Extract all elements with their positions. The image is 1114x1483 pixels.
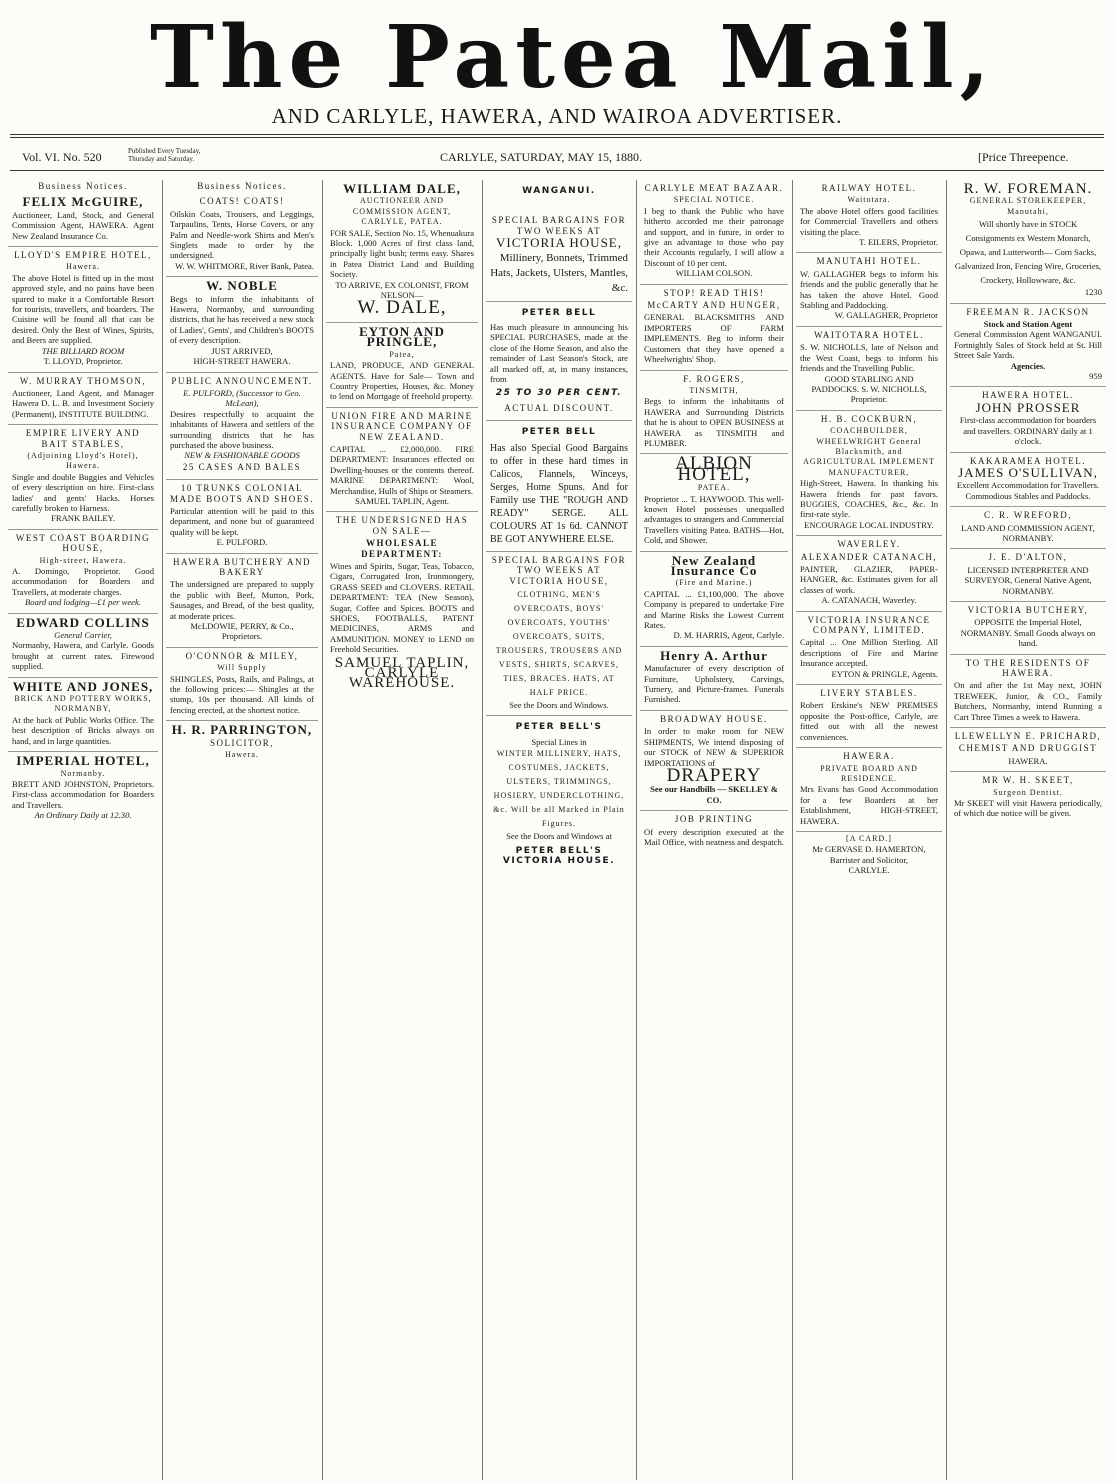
ad-block (166, 721, 318, 765)
column-5 (640, 180, 788, 1480)
ad-block (8, 678, 158, 752)
ad-block (8, 425, 158, 530)
volume-number: Vol. VI. No. 520 (22, 150, 102, 164)
ad-body: In order to make room for NEW SHIPMENTS, We intend disposing of our STOCK of NEW & SUPERIOR IMPORTATIONS of (644, 726, 784, 768)
column-label: Business Notices. (197, 181, 287, 191)
ad-heading: WAVERLEY. (837, 539, 901, 550)
ad-signature: PETER BELL'S VICTORIA HOUSE. (502, 845, 616, 866)
ad-body: LICENSED INTERPRETER AND SURVEYOR, General Native Agent, NORMANBY. (964, 564, 1092, 596)
ad-body: GENERAL BLACKSMITHS AND IMPORTERS OF FARM IMPLEMENTS. Beg to inform their Customers that they have opened a Wheelwrights' Shop. (644, 312, 784, 365)
ad-heading: VICTORIA BUTCHERY, (967, 604, 1089, 615)
column-divider (322, 180, 323, 1480)
ad-body: WINTER MILLINERY, HATS, COSTUMES, JACKETS, ULSTERS, TRIMMINGS, HOSIERY, UNDERCLOTHING, &c. Will be all Marked in Plain Figures. (493, 749, 625, 829)
ad-heading: PETER BELL (521, 427, 597, 438)
ad-heading: BROADWAY HOUSE. (660, 713, 768, 724)
ad-block (950, 772, 1106, 824)
ad-body: Hawera. (225, 750, 259, 760)
ad-block (166, 554, 318, 648)
ad-body: Begs to inform the inhabitants of HAWERA and Surrounding Districts that he is about to OPEN BUSINESS at HAWERA as TINSMITH and PLUMBER. (644, 396, 784, 448)
ad-block (640, 180, 788, 285)
ad-signature: A. CATANACH, Waverley. (821, 595, 917, 606)
ad-body: Manufacturer of every description of Furniture, Upholstery, Carvings, Turnery, and Picture-frames. Funerals Furnished. (644, 663, 784, 705)
dateline-rule (10, 170, 1104, 171)
ad-heading: FREEMAN R. JACKSON (966, 306, 1090, 317)
ad-body: I beg to thank the Public who have hitherto accorded me their patronage and support, and in future, in order to give an advantage to those who pay their Accounts regularly, I will allow a Discount of 10 per cent. (644, 205, 784, 268)
ad-heading: TO THE RESIDENTS OF HAWERA. (965, 657, 1091, 678)
publication-schedule (128, 147, 200, 163)
ad-body: SHINGLES, Posts, Rails, and Palings, at the following prices:— Shingles at the stump, 10s per thousand. All kinds of fencing erected, at the shortest notice. (170, 673, 314, 715)
column-4 (486, 180, 632, 1480)
ad-block (8, 373, 158, 426)
ad-block (796, 327, 942, 411)
issue-price: [Price Threepence. (978, 150, 1069, 164)
ad-signature: ACTUAL DISCOUNT. (504, 402, 614, 413)
ad-body: FOR SALE, Section No. 15, Whenuakura Block. 1,000 Acres of first class land, principally light bush; terms easy. Shares in Patea District Land and Building Society. (330, 227, 475, 280)
ad-block (796, 612, 942, 685)
ad-heading: F. ROGERS, (683, 373, 745, 384)
ad-block (640, 811, 788, 852)
published-line-2: Thursday and Saturday. (128, 155, 195, 163)
ad-body: General Commission Agent WANGANUI. Fortnightly Sales of Stock held at St. Hill Street Sale Yards. (954, 329, 1102, 361)
ad-heading: C. R. WREFORD, (983, 510, 1073, 521)
ad-signature: D. M. HARRIS, Agent, Carlyle. (673, 630, 784, 641)
ad-heading: CARLYLE MEAT BAZAAR. (644, 183, 784, 193)
ad-body: Capital ... One Million Sterling. All descriptions of Fire and Marine Insurance accepted. (800, 637, 938, 669)
ad-subheading: AUCTIONEER AND COMMISSION AGENT, CARLYLE, PATEA. (352, 196, 452, 227)
ad-signature: ENCOURAGE LOCAL INDUSTRY. (804, 519, 934, 530)
ad-body: CAPITAL ... £1,100,000. The above Company is prepared to undertake Fire and Marine Risks the Lowest Current Rates. (644, 588, 784, 631)
ad-heading: LIVERY STABLES. (820, 688, 918, 699)
ad-block (950, 507, 1106, 549)
ad-body: Particular attention will be paid to this department, and none but of guaranteed quality will be kept. (170, 505, 314, 537)
column-7 (950, 180, 1106, 1480)
ad-heading: MANUTAHI HOTEL. (816, 256, 922, 267)
ad-note: Board and lodging—£1 per week. (25, 597, 141, 608)
newspaper-title: The Patea Mail, (150, 7, 996, 108)
ad-block (640, 552, 788, 647)
ad-heading: COATS! COATS! (199, 196, 285, 207)
ad-block (8, 614, 158, 678)
ad-block (796, 685, 942, 748)
ad-signature: SAMUEL TAPLIN, CARLYLE WAREHOUSE. (334, 654, 470, 692)
ad-heading: WHITE AND JONES, (12, 678, 154, 694)
ad-body: Single and double Buggies and Vehicles of every description on hire. First-class ladies' and gents' Hacks. Horses carefully broken to Harness. (12, 471, 154, 513)
ad-heading: J. E. D'ALTON, (988, 552, 1068, 563)
ad-block (486, 180, 632, 302)
ad-body: Desires respectfully to acquaint the inhabitants of Hawera and settlers of the surrounding districts that he has purchased the above business. (170, 408, 314, 450)
ad-signature: See the Doors and Windows. (509, 699, 609, 710)
ad-heading: Henry A. Arthur (660, 647, 768, 663)
ad-block (8, 193, 158, 247)
ad-heading: EDWARD COLLINS (16, 614, 150, 630)
ad-body: At the back of Public Works Office. The best description of Bricks always on hand, and in large quantities. (12, 714, 154, 746)
ad-body: Begs to inform the inhabitants of Hawera, Normanby, and surrounding districts, that he has received a new stock of Ladies', Gents', and Children's BOOTS of every description. (170, 293, 314, 346)
ad-subheading: TINSMITH, (689, 385, 739, 395)
ad-heading: PUBLIC ANNOUNCEMENT. (171, 375, 313, 386)
ad-signature: EYTON & PRINGLE, Agents. (831, 668, 938, 679)
ad-subheading: High-street, Hawera. (39, 555, 127, 565)
ad-note: NEW & FASHIONABLE GOODS (184, 450, 300, 461)
ad-block (796, 748, 942, 832)
ad-signature: See our Handbills — SKELLEY & CO. (650, 784, 778, 805)
ad-subheading: McCARTY AND HUNGER, (647, 300, 781, 311)
ad-signature: GOOD STABLING AND PADDOCKS. S. W. NICHOLLS, Proprietor. (811, 373, 927, 405)
ad-subheading: Waitotara. (847, 195, 891, 205)
ad-subheading: General Carrier, (54, 630, 112, 641)
column-3 (326, 180, 478, 1480)
ad-block (8, 752, 158, 825)
ad-body: Proprietor ... T. HAYWOOD. This well-known Hotel possesses unequalled advantages to strangers and Commercial Travellers visiting Patea. BATHS—Hot, Cold, and Shower. (644, 493, 784, 546)
column-divider (482, 180, 483, 1480)
ad-note: JUST ARRIVED, (211, 345, 273, 356)
ad-subheading: PRIVATE BOARD AND RESIDENCE. (820, 763, 918, 783)
ad-signature: W. GALLAGHER, Proprietor (834, 310, 938, 321)
ad-body: Wines and Spirits, Sugar, Teas, Tobacco, Cigars, Corrugated Iron, Ironmongery, GRASS SEED and CLOVERS. RETAIL DEPARTMENT: TEA (New Season), Sugar, Coffee and Spices. BOOTS and SHOES, FOOTBALLS, PATENT MEDICINES, ARMS and AMMUNITION. MONEY to LEND on Freehold Securities. (330, 561, 474, 655)
ad-heading: UNION FIRE AND MARINE INSURANCE COMPANY OF NEW ZEALAND. (331, 410, 473, 442)
ad-body: A. Domingo, Proprietor. Good accommodation for Boarders and Travellers, at moderate charges. (12, 566, 154, 597)
ad-note: Agencies. (1010, 360, 1046, 371)
issue-date: CARLYLE, SATURDAY, MAY 15, 1880. (440, 150, 642, 164)
ad-block (326, 408, 478, 513)
column-6 (796, 180, 942, 1480)
ad-signature: T. LLOYD, Proprietor. (43, 356, 123, 367)
ad-heading: EMPIRE LIVERY AND BAIT STABLES, (25, 428, 141, 449)
ad-subheading: ALEXANDER CATANACH, (800, 551, 938, 562)
ad-block (950, 602, 1106, 655)
ad-heading: WANGANUI. (522, 186, 596, 196)
ad-heading: 10 TRUNKS COLONIAL MADE BOOTS AND SHOES. (170, 483, 315, 504)
ad-heading: WAITOTARA HOTEL. (813, 329, 925, 340)
ad-block (640, 711, 788, 811)
ad-heading: LLEWELLYN E. PRICHARD, (954, 731, 1102, 742)
ad-heading: HAWERA. (843, 751, 895, 762)
ad-block (950, 655, 1106, 728)
ad-subheading: CHEMIST AND DRUGGIST (958, 743, 1098, 754)
ad-subheading: Will Supply (217, 663, 267, 673)
ad-body: CLOTHING, MEN'S OVERCOATS, BOYS' OVERCOATS, YOUTHS' OVERCOATS, SUITS, TROUSERS, TROUSERS AND VESTS, SHIRTS, SCARVES, TIES, BRACES. HATS, AT HALF PRICE. (495, 589, 623, 697)
ad-heading: HAWERA BUTCHERY AND BAKERY (173, 556, 311, 577)
ad-note: DRAPERY (666, 764, 762, 786)
ad-block (166, 648, 318, 721)
ad-heading: RAILWAY HOTEL. (821, 183, 917, 193)
ad-heading: H. R. PARRINGTON, (171, 722, 313, 738)
ad-note: See the Doors and Windows at (506, 831, 612, 842)
ad-body: The undersigned are prepared to supply the public with Beef, Mutton, Pork, Sausages, and Bread, of the best quality, at moderate prices. (170, 579, 314, 621)
ad-body: High-Street, Hawera. In thanking his Hawera friends for past favors. BUGGIES, COACHES, &c., &c. In first-rate style. (800, 478, 938, 520)
ad-signature: 1230 (1084, 287, 1102, 298)
ad-block (326, 512, 478, 697)
ad-subheading: PATEA. (697, 483, 731, 493)
ad-subheading: (Fire and Marine.) (675, 578, 753, 588)
ad-signature: CARLYLE. (848, 865, 890, 876)
ad-subheading: GENERAL STOREKEEPER, Manutahi, (969, 196, 1087, 216)
ad-signature: FRANK BAILEY. (51, 513, 115, 524)
column-divider (792, 180, 793, 1480)
newspaper-subtitle: AND CARLYLE, HAWERA, AND WAIROA ADVERTISER. (271, 104, 843, 128)
ad-signature: T. EILERS, Proprietor. (859, 237, 938, 248)
advertisement-columns (8, 180, 1108, 1480)
ad-block (486, 552, 632, 717)
ad-block (950, 304, 1106, 388)
ad-note: THE BILLIARD ROOM (41, 345, 125, 356)
ad-heading: THE UNDERSIGNED HAS ON SALE— (335, 515, 469, 536)
ad-body: BRETT AND JOHNSTON, Proprietors. First-class accommodation for Boarders and Travellers. (12, 778, 154, 810)
ad-heading: PETER BELL'S (515, 722, 603, 733)
ad-signature: SAMUEL TAPLIN, Agent. (355, 495, 449, 506)
ad-signature: Millinery, Bonnets, Trimmed Hats, Jackets, Ulsters, Mantles, &c. (490, 251, 628, 294)
ad-note: An Ordinary Daily at 12.30. (34, 810, 132, 821)
ad-block (486, 302, 632, 422)
ad-block (796, 180, 942, 253)
ad-heading: W. NOBLE (206, 278, 278, 294)
ad-heading: JOB PRINTING (674, 814, 754, 825)
ad-body: First-class accommodation for boarders and travellers. ORDINARY daily at 1 o'clock. (959, 415, 1097, 447)
ad-signature: McLDOWIE, PERRY, & Co., Proprietors. (190, 621, 294, 642)
ad-block (950, 387, 1106, 452)
ad-subheading: WHOLESALE DEPARTMENT: (361, 538, 443, 559)
ad-signature: 25 CASES AND BALES (182, 461, 302, 472)
ad-block (950, 180, 1106, 304)
ad-block (950, 549, 1106, 602)
ad-body: Mrs Evans has Good Accommodation for a few Boarders at her Establishment, HIGH-STREET, HAWERA. (800, 784, 938, 826)
ad-body: Oilskin Coats, Trousers, and Leggings, Tarpaulins, Tents, Horse Covers, or any Palm and Needle-work Shirts and Men's Singlets made to order by the undersigned. (170, 208, 314, 261)
ad-heading: WILLIAM DALE, (343, 181, 461, 196)
ad-block (166, 480, 318, 553)
ad-heading: O'CONNOR & MILEY, (185, 650, 299, 661)
ad-heading: WEST COAST BOARDING HOUSE, (15, 532, 151, 554)
ad-subheading: Special Lines in (531, 736, 587, 747)
ad-heading: New Zealand Insurance Co (670, 552, 758, 578)
ad-body: CAPITAL ... £2,000,000. FIRE DEPARTMENT: Insurances effected on Dwelling-houses or the contents thereof. MARINE DEPARTMENT: Wool, Merchandise, Hulls of Ships or Steamers. (330, 443, 474, 496)
ad-subheading: JOHN PROSSER (975, 399, 1081, 415)
ad-body: Normanby, Hawera, and Carlyle. Goods brought at current rates. Firewood supplied. (12, 640, 154, 672)
ad-body: On and after the 1st May next, JOHN TREWEEK, Junior, & CO., Family Butchers, Normanby, intend Running a Cart Three Times a week to Hawera. (954, 680, 1102, 722)
ad-subheading: BRICK AND POTTERY WORKS, NORMANBY, (14, 694, 152, 714)
ad-subheading: Stock and Station Agent (983, 319, 1073, 330)
ad-body: Robert Erskine's NEW PREMISES opposite the Post-office, Carlyle, are fitted out with all the newest conveniences. (800, 700, 938, 742)
ad-subheading: COACHBUILDER, WHEELWRIGHT General Blacksmith, and AGRICULTURAL IMPLEMENT MANUFACTURER, (803, 426, 935, 477)
ad-heading: EYTON AND PRINGLE, (359, 323, 445, 350)
ad-subheading: E. PULFORD, (Successor to Geo. McLean), (183, 387, 301, 409)
ad-block (796, 253, 942, 326)
ad-block (326, 180, 478, 323)
ad-signature: 959 (1089, 371, 1102, 382)
ad-block (486, 421, 632, 551)
ad-block (950, 728, 1106, 772)
ad-body: Mr SKEET will visit Hawera periodically, of which due notice will be given. (954, 798, 1102, 819)
ad-block (640, 285, 788, 371)
column-1 (8, 180, 158, 1480)
ad-block (166, 193, 318, 277)
ad-heading: MR W. H. SKEET, (982, 775, 1074, 786)
ad-block (796, 411, 942, 536)
ad-signature: E. PULFORD. (216, 537, 268, 548)
ad-body: LAND, PRODUCE, AND GENERAL AGENTS. Have for Sale— Town and Country Properties, Houses, &c. Money to lend on Mortgage of freehold property. (330, 360, 474, 402)
column-2 (166, 180, 318, 1480)
column-divider (162, 180, 163, 1480)
masthead-rule (10, 134, 1104, 135)
ad-body: HAWERA. (1008, 755, 1048, 766)
ad-body: LAND AND COMMISSION AGENT, NORMANBY. (961, 522, 1095, 543)
ad-body: The above Hotel offers good facilities for Commercial Travellers and others visiting the place. (800, 205, 938, 237)
masthead (0, 0, 1114, 140)
ad-heading: KAKARAMEA HOTEL. (970, 455, 1086, 466)
ad-block (8, 247, 158, 372)
ad-heading: VICTORIA INSURANCE COMPANY, LIMITED. (807, 614, 931, 636)
column-label: Business Notices. (38, 181, 128, 191)
ad-block (486, 716, 632, 875)
ad-heading: LLOYD'S EMPIRE HOTEL, (14, 250, 152, 261)
ad-body: Of every description executed at the Mail Office, with neatness and despatch. (644, 826, 784, 847)
ad-signature: HIGH-STREET HAWERA. (193, 356, 291, 367)
ad-body: Has also Special Good Bargains to offer in these hard times in Calicos, Flannels, Winceys, Serges, Home Spuns. And for Family use THE "ROUGH AND READY" SERGE. ALL COLOURS AT 1s 6d. CANNOT BE GOT ANYWHERE ELSE. (490, 442, 628, 545)
ad-signature: W. W. WHITMORE, River Bank, Patea. (175, 260, 314, 271)
ad-body: Has much pleasure in announcing his SPECIAL PURCHASES, made at the close of the Home Season, and also the remainder of Last Season's Stock, are all marked off, at, in many instances, from (490, 322, 628, 385)
column-divider (946, 180, 947, 1480)
ad-heading: PETER BELL (521, 307, 597, 318)
ad-block (166, 277, 318, 372)
ad-subheading: Hawera. (66, 262, 100, 272)
ad-body: The above Hotel is fitted up in the most approved style, and no pains have been spared to make it a Comfortable Resort for tourists, travellers, and boarders. The Cuisine will be found all that can be desired. Only the Best of Wines, Spirits, and Beers are supplied. (12, 272, 154, 346)
ad-block (8, 530, 158, 614)
ad-body: PAINTER, GLAZIER, PAPER-HANGER, &c. Estimates given for all classes of work. (800, 564, 938, 595)
ad-body: SPECIAL BARGAINS FOR TWO WEEKS AT (491, 215, 627, 236)
ad-subheading: (Adjoining Lloyd's Hotel), Hawera. (27, 450, 139, 471)
ad-body: OPPOSITE the Imperial Hotel, NORMANBY. Small Goods always on hand. (960, 617, 1096, 649)
ad-block (166, 373, 318, 481)
ad-heading: STOP! READ THIS! (663, 287, 765, 298)
ad-body: Auctioneer, Land, Stock, and General Commission Agent, HAWERA. Agent New Zealand Insurance Co. (12, 209, 154, 241)
ad-heading: IMPERIAL HOTEL, (16, 753, 150, 769)
ad-block (640, 647, 788, 711)
ad-heading: HAWERA HOTEL. (982, 390, 1074, 401)
ad-block (640, 454, 788, 551)
ad-subheading: SPECIAL NOTICE. (673, 195, 755, 205)
ad-heading: W. MURRAY THOMSON, (19, 375, 147, 386)
ad-body: S. W. NICHOLLS, late of Nelson and the West Coast, begs to inform his friends and the Travelling Public. (800, 342, 938, 374)
ad-body: Auctioneer, Land Agent, and Manager Hawera D. L. B. and Investment Society (Permanent), INSTITUTE BUILDING. (12, 387, 154, 419)
ad-note: 25 TO 30 PER CENT. (495, 388, 623, 399)
ad-body: W. GALLAGHER begs to inform his friends and the public generally that he has taken the above Hotel. Good Stabling and Paddocking. (800, 268, 938, 311)
ad-body: Will shortly have in STOCK Consignments ex Western Monarch, Opawa, and Lutterworth— Corn Sacks, Galvanized Iron, Fencing Wire, Groceries, Crockery, Hollowware, &c. (954, 219, 1102, 286)
ad-body: Mr GERVASE D. HAMERTON, Barrister and Solicitor, (812, 844, 926, 865)
ad-block (796, 536, 942, 611)
ad-heading: [A CARD.] (846, 833, 892, 843)
ad-body: Excellent Accommodation for Travellers. Commodious Stables and Paddocks. (956, 480, 1100, 501)
ad-block (326, 323, 478, 408)
ad-heading: FELIX McGUIRE, (22, 194, 144, 210)
ad-subheading: Surgeon Dentist. (993, 787, 1063, 797)
ad-subheading: Normanby. (60, 768, 106, 778)
ad-heading: H. B. COCKBURN, (820, 413, 918, 424)
ad-subheading: JAMES O'SULLIVAN, (958, 464, 1098, 480)
ad-block (796, 832, 942, 881)
ad-note: VICTORIA HOUSE, (496, 235, 622, 251)
ad-block (950, 453, 1106, 508)
ad-signature: W. DALE, (357, 297, 447, 319)
ad-note: TO ARRIVE, EX COLONIST, FROM NELSON— (335, 279, 469, 301)
column-divider (636, 180, 637, 1480)
ad-heading: SPECIAL BARGAINS FOR TWO WEEKS AT VICTORIA HOUSE, (491, 554, 627, 586)
ad-subheading: SOLICITOR, (209, 737, 275, 748)
published-line-1: Published Every Tuesday, (128, 147, 201, 155)
masthead-rule-double (10, 137, 1104, 138)
ad-block (640, 371, 788, 455)
ad-signature: WILLIAM COLSON. (675, 268, 753, 279)
ad-subheading: Patea, (389, 349, 415, 359)
ad-heading: ALBION HOTEL, (675, 453, 753, 485)
ad-heading: R. W. FOREMAN. (963, 181, 1093, 197)
